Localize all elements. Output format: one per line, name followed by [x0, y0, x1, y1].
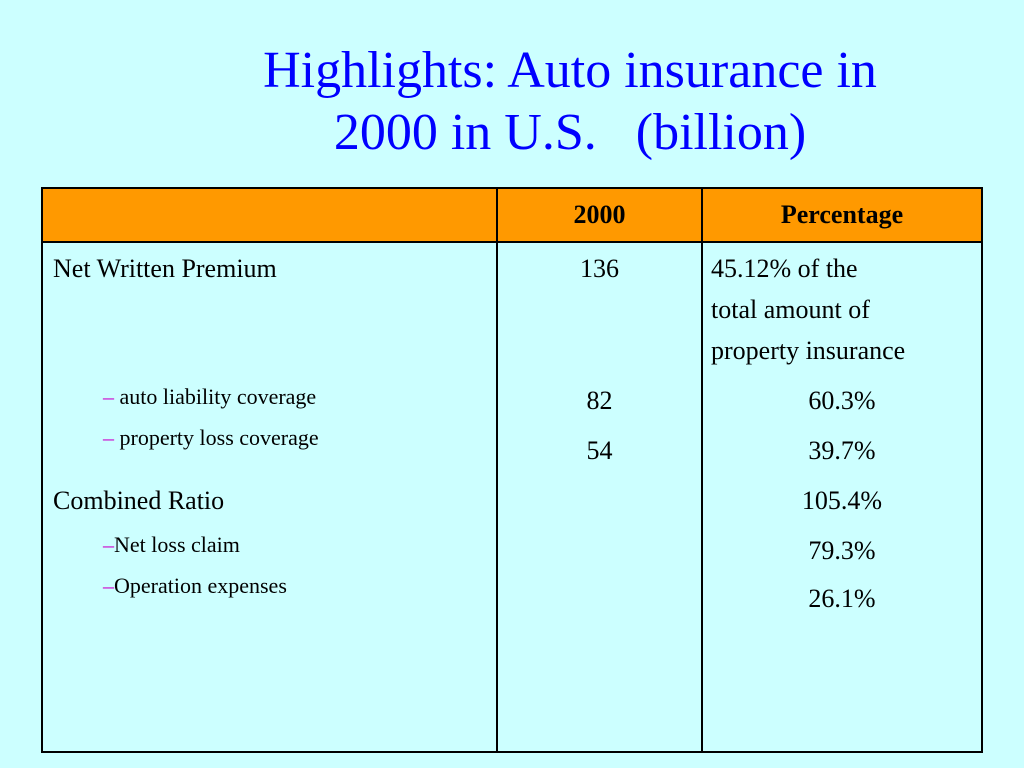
percentage-auto-liability: 60.3% — [808, 386, 876, 415]
row-label-operation-expenses — [103, 566, 287, 606]
dash-operation: – — [103, 573, 114, 598]
row-label-net-loss-claim — [103, 525, 240, 565]
percentage-combined-ratio: 105.4% — [801, 486, 883, 515]
dash-auto-liability: – — [103, 384, 114, 409]
label-auto-liability: auto liability coverage — [114, 384, 317, 409]
percentage-nwp-line-3: property insurance — [711, 336, 906, 365]
percentage-operation-expenses: 26.1% — [808, 584, 876, 613]
slide-title — [140, 40, 1000, 164]
row-label-property-loss — [103, 418, 319, 458]
percentage-nwp-line-1: 45.12% of the — [711, 254, 858, 283]
label-net-loss: Net loss claim — [114, 532, 240, 557]
value-net-written-premium: 136 — [580, 254, 619, 283]
label-operation: Operation expenses — [114, 573, 287, 598]
dash-property-loss: – — [103, 425, 114, 450]
percentage-net-written-premium — [711, 248, 981, 371]
value-auto-liability: 82 — [586, 386, 613, 415]
row-label-auto-liability — [103, 377, 316, 417]
insurance-table — [41, 187, 983, 753]
table-header-row — [43, 189, 981, 243]
value-property-loss: 54 — [586, 436, 613, 465]
row-label-combined-ratio: Combined Ratio — [53, 486, 225, 515]
header-percentage: Percentage — [780, 200, 904, 229]
percentage-net-loss-claim: 79.3% — [808, 536, 876, 565]
label-property-loss: property loss coverage — [114, 425, 319, 450]
row-label-net-written-premium: Net Written Premium — [53, 254, 277, 283]
title-line-2: 2000 in U.S. (billion) — [333, 104, 807, 161]
percentage-property-loss: 39.7% — [808, 436, 876, 465]
header-year: 2000 — [573, 200, 626, 229]
dash-net-loss: – — [103, 532, 114, 557]
title-line-1: Highlights: Auto insurance in — [263, 42, 877, 99]
percentage-nwp-line-2: total amount of — [711, 295, 870, 324]
